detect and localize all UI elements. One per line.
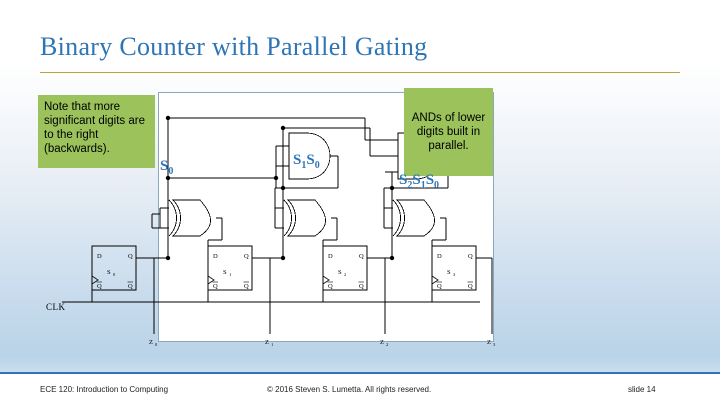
svg-text:S: S	[223, 269, 227, 276]
svg-text:Q: Q	[213, 283, 218, 290]
svg-text:3: 3	[493, 342, 496, 347]
svg-text:Q: Q	[359, 253, 364, 260]
svg-text:S: S	[338, 269, 342, 276]
svg-text:D: D	[213, 253, 218, 260]
page-title: Binary Counter with Parallel Gating	[40, 32, 428, 61]
svg-text:D: D	[437, 253, 442, 260]
signal-label-s1s0: $S_1S_0$	[293, 152, 320, 171]
svg-text:0: 0	[113, 272, 116, 277]
svg-text:D: D	[97, 253, 102, 260]
signal-label-s0: $S_0$	[160, 158, 174, 177]
svg-text:D: D	[328, 253, 333, 260]
note-right-callout: ANDs of lower digits built in parallel.	[404, 88, 493, 176]
svg-text:Z: Z	[265, 339, 269, 346]
svg-text:Q: Q	[468, 253, 473, 260]
footer-course: ECE 120: Introduction to Computing	[40, 385, 169, 394]
signal-label-s2s1s0: $S_2S_1S_0$	[399, 172, 440, 191]
svg-text:Q: Q	[244, 283, 249, 290]
svg-text:Q: Q	[468, 283, 473, 290]
svg-text:3: 3	[453, 272, 456, 277]
svg-text:2: 2	[386, 342, 389, 347]
svg-text:1: 1	[229, 272, 232, 277]
svg-text:S: S	[107, 269, 111, 276]
note-left-callout: Note that more significant digits are to the right (backwards).	[38, 95, 155, 168]
svg-text:Q: Q	[128, 253, 133, 260]
svg-text:Q: Q	[359, 283, 364, 290]
title-divider	[40, 72, 680, 73]
footer-copyright: © 2016 Steven S. Lumetta. All rights reserved.	[267, 385, 432, 394]
clk-label: CLK	[46, 302, 66, 312]
svg-text:0: 0	[155, 342, 158, 347]
svg-text:Q: Q	[97, 283, 102, 290]
svg-text:Z: Z	[487, 339, 491, 346]
svg-text:2: 2	[344, 272, 347, 277]
svg-text:Z: Z	[380, 339, 384, 346]
svg-text:Q: Q	[328, 283, 333, 290]
svg-text:Z: Z	[149, 339, 153, 346]
svg-text:Q: Q	[244, 253, 249, 260]
svg-text:S: S	[447, 269, 451, 276]
svg-text:Q: Q	[128, 283, 133, 290]
svg-text:1: 1	[271, 342, 274, 347]
footer-slide-number: slide 14	[628, 385, 656, 394]
svg-text:Q: Q	[437, 283, 442, 290]
